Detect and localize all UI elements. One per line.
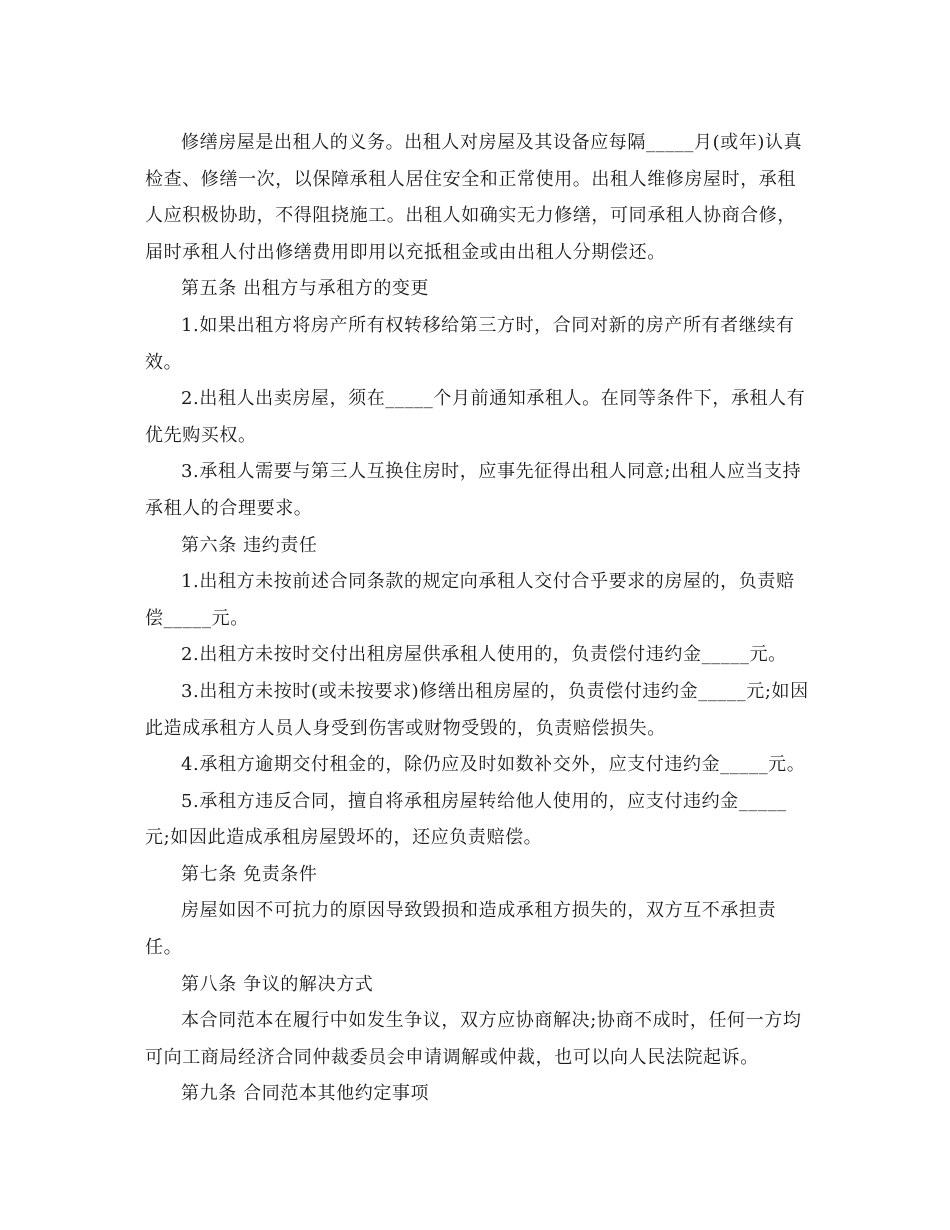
- paragraph-article-8: 本合同范本在履行中如发生争议，双方应协商解决;协商不成时，任何一方均可向工商局经济合同仲裁委员会申请调解或仲裁，也可以向人民法院起诉。: [145, 1010, 802, 1068]
- paragraph-article-6-item-5: 5.承租方违反合同，擅自将承租房屋转给他人使用的，应支付违约金_____元;如因此造成承租房屋毁坏的，还应负责赔偿。: [145, 790, 787, 849]
- heading-article-6: 第六条 违约责任: [181, 534, 318, 556]
- paragraph-article-5-item-2: 2.出租人出卖房屋，须在_____个月前通知承租人。在同等条件下，承租人有优先购买权。: [145, 388, 806, 446]
- document-body: [145, 125, 809, 1113]
- paragraph-article-6-item-3: 3.出租方未按时(或未按要求)修缮出租房屋的，负责偿付违约金_____元;如因此造成承租方人员人身受到伤害或财物受毁的，负责赔偿损失。: [145, 680, 809, 739]
- paragraph-article-7: 房屋如因不可抗力的原因导致毁损和造成承租方损失的，双方互不承担责任。: [145, 900, 777, 959]
- paragraph-article-6-item-4: 4.承租方逾期交付租金的，除仍应及时如数补交外，应支付违约金_____元。: [181, 754, 806, 776]
- paragraph-article-5-item-1: 1.如果出租方将房产所有权转移给第三方时，合同对新的房产所有者继续有效。: [145, 314, 795, 373]
- heading-article-5: 第五条 出租方与承租方的变更: [181, 278, 430, 300]
- heading-article-8: 第八条 争议的解决方式: [181, 973, 374, 995]
- paragraph-repair-obligation: 修缮房屋是出租人的义务。出租人对房屋及其设备应每隔_____月(或年)认真检查、修缮一次，以保障承租人居住安全和正常使用。出租人维修房屋时，承租人应积极协助，不得阻挠施工。出租人如确实无力修缮，可同承租人协商合修，届时承租人付出修缮费用即用以充抵租金或由出租人分期偿还。: [145, 132, 803, 263]
- paragraph-article-6-item-2: 2.出租方未按时交付出租房屋供承租人使用的，负责偿付违约金_____元。: [181, 644, 787, 666]
- heading-article-7: 第七条 免责条件: [181, 863, 318, 885]
- paragraph-article-5-item-3: 3.承租人需要与第三人互换住房时，应事先征得出租人同意;出租人应当支持承租人的合理要求。: [145, 461, 802, 519]
- paragraph-article-6-item-1: 1.出租方未按前述合同条款的规定向承租人交付合乎要求的房屋的，负责赔偿_____元。: [145, 571, 795, 629]
- heading-article-9: 第九条 合同范本其他约定事项: [181, 1083, 430, 1105]
